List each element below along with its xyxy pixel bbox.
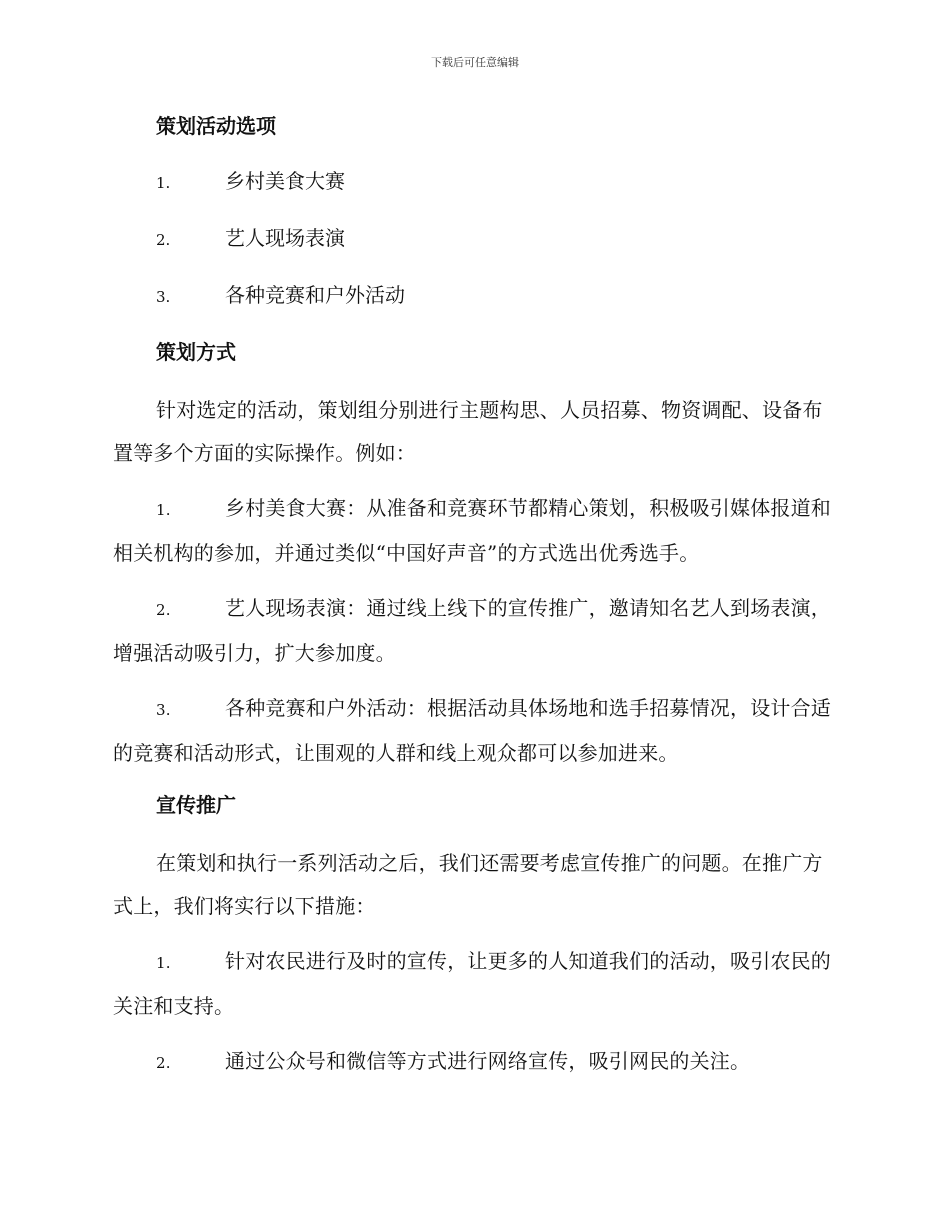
paragraph-intro: 针对选定的活动，策划组分别进行主题构思、人员招募、物资调配、设备布置等多个方面的实际操作。例如：	[113, 398, 823, 465]
section-heading-promotion: 宣传推广	[156, 793, 236, 817]
list-item	[113, 940, 835, 1028]
list-item-text: 针对农民进行及时的宣传，让更多的人知道我们的活动，吸引农民的关注和支持。	[113, 949, 831, 1018]
list-number: 2.	[156, 1054, 171, 1072]
list-item-text: 乡村美食大赛	[225, 169, 345, 193]
list-number: 3.	[156, 288, 171, 306]
list-item	[113, 277, 835, 315]
list-number: 1.	[156, 174, 171, 192]
list-item	[113, 220, 835, 258]
list-number: 3.	[156, 701, 171, 719]
list-item	[113, 1040, 835, 1085]
list-item	[113, 687, 835, 775]
section-heading-activity-options: 策划活动选项	[156, 114, 276, 138]
list-item	[113, 487, 835, 575]
list-item-text: 乡村美食大赛：从准备和竞赛环节都精心策划，积极吸引媒体报道和相关机构的参加，并通过类似“中国好声音”的方式选出优秀选手。	[113, 496, 831, 565]
list-item	[113, 163, 835, 201]
list-number: 2.	[156, 601, 171, 619]
list-number: 1.	[156, 501, 171, 519]
list-item-text: 通过公众号和微信等方式进行网络宣传，吸引网民的关注。	[225, 1049, 751, 1073]
list-item	[113, 587, 835, 675]
page-header: 下载后可任意编辑	[431, 56, 519, 69]
list-number: 2.	[156, 231, 171, 249]
section-heading-planning-method: 策划方式	[156, 340, 236, 364]
list-item-text: 各种竞赛和户外活动	[225, 283, 405, 307]
list-item-text: 各种竞赛和户外活动：根据活动具体场地和选手招募情况，设计合适的竞赛和活动形式，让围观的人群和线上观众都可以参加进来。	[113, 696, 831, 765]
list-number: 1.	[156, 954, 171, 972]
paragraph-intro: 在策划和执行一系列活动之后，我们还需要考虑宣传推广的问题。在推广方式上，我们将实行以下措施：	[113, 851, 823, 918]
list-item-text: 艺人现场表演	[225, 226, 345, 250]
document-body	[113, 108, 835, 1097]
list-item-text: 艺人现场表演：通过线上线下的宣传推广，邀请知名艺人到场表演，增强活动吸引力，扩大参加度。	[113, 596, 831, 665]
